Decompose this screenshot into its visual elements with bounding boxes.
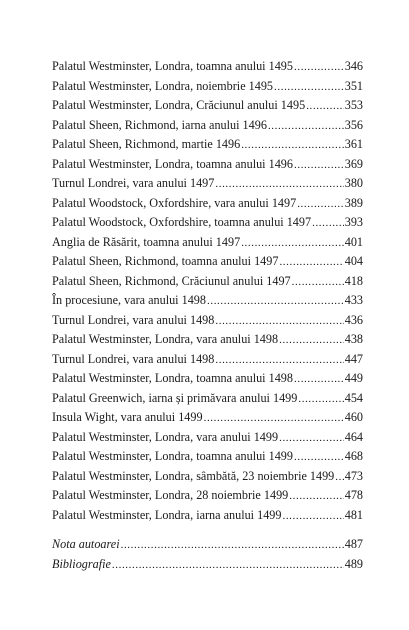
dot-leader — [292, 273, 344, 293]
toc-entry — [52, 57, 363, 77]
dot-leader — [279, 429, 344, 449]
toc-entry-page-number: 473 — [344, 468, 363, 483]
toc-entry-page-number: 361 — [344, 137, 363, 151]
toc-entry-page-number: 468 — [344, 449, 363, 463]
toc-entry — [52, 291, 363, 311]
toc-entry-page-number: 481 — [344, 507, 363, 522]
toc-entry-title: Turnul Londrei, vara anului 1498 — [52, 351, 215, 366]
toc-entry-title: Palatul Westminster, Londra, vara anului 1499 — [52, 429, 279, 444]
toc-entry — [52, 311, 363, 331]
toc-entry-title: Anglia de Răsărit, toamna anului 1497 — [52, 234, 241, 249]
dot-leader — [297, 195, 344, 215]
dot-leader — [241, 136, 344, 156]
toc-entry-title: Palatul Sheen, Richmond, toamna anului 1497 — [52, 254, 279, 268]
toc-entry — [52, 467, 363, 487]
toc-entry-title: Turnul Londrei, vara anului 1497 — [52, 176, 215, 190]
toc-entry-title: Palatul Westminster, Londra, toamna anului 1498 — [52, 371, 293, 385]
dot-leader — [268, 117, 344, 137]
toc-entry — [52, 535, 363, 555]
section-gap — [52, 525, 363, 535]
toc-entry-title: Palatul Sheen, Richmond, martie 1496 — [52, 137, 241, 151]
toc-entry — [52, 116, 363, 136]
dot-leader — [215, 175, 343, 195]
toc-entry-page-number: 487 — [344, 537, 363, 551]
toc-entry-page-number: 438 — [344, 332, 363, 346]
toc-entry — [52, 77, 363, 97]
table-of-contents-page — [52, 57, 363, 574]
dot-leader — [294, 370, 344, 390]
toc-entry-page-number: 489 — [344, 556, 363, 571]
toc-entry-page-number: 353 — [344, 98, 363, 112]
toc-entry-title: În procesiune, vara anului 1498 — [52, 293, 206, 307]
dot-leader — [306, 97, 344, 117]
toc-entry-page-number: 401 — [344, 234, 363, 249]
toc-entry-title: Palatul Westminster, Londra, sâmbătă, 23 noiembrie 1499 — [52, 468, 335, 483]
toc-entry-title: Palatul Westminster, Londra, toamna anului 1495 — [52, 59, 293, 73]
toc-entry-title: Palatul Woodstock, Oxfordshire, toamna anului 1497 — [52, 215, 312, 229]
dot-leader — [294, 58, 344, 78]
dot-leader — [312, 214, 344, 234]
dot-leader — [282, 507, 343, 527]
dot-leader — [215, 312, 343, 332]
toc-entry — [52, 447, 363, 467]
dot-leader — [294, 156, 344, 176]
toc-entry-page-number: 478 — [344, 488, 363, 502]
toc-entry — [52, 155, 363, 175]
chapter-list — [52, 57, 363, 525]
toc-entry-title: Insula Wight, vara anului 1499 — [52, 410, 203, 424]
toc-entry-title: Palatul Greenwich, iarna și primăvara anului 1499 — [52, 390, 298, 405]
toc-entry-title: Palatul Westminster, Londra, 28 noiembrie 1499 — [52, 488, 289, 502]
dot-leader — [121, 536, 344, 556]
dot-leader — [112, 556, 344, 576]
toc-entry-page-number: 454 — [344, 390, 363, 405]
toc-entry-title: Palatul Westminster, Londra, Crăciunul anului 1495 — [52, 98, 306, 112]
dot-leader — [204, 409, 344, 429]
toc-entry-title: Palatul Woodstock, Oxfordshire, vara anului 1497 — [52, 195, 297, 210]
toc-entry-title: Palatul Westminster, Londra, toamna anului 1499 — [52, 449, 293, 463]
toc-entry-title: Palatul Westminster, Londra, iarna anului 1499 — [52, 507, 282, 522]
toc-entry — [52, 213, 363, 233]
toc-entry-title: Bibliografie — [52, 556, 111, 571]
toc-entry — [52, 486, 363, 506]
dot-leader — [294, 448, 344, 468]
dot-leader — [241, 234, 344, 254]
dot-leader — [279, 253, 343, 273]
toc-entry — [52, 408, 363, 428]
toc-entry — [52, 506, 363, 526]
toc-entry — [52, 389, 363, 409]
toc-entry-page-number: 393 — [344, 215, 363, 229]
toc-entry-title: Turnul Londrei, vara anului 1498 — [52, 312, 215, 327]
toc-entry-page-number: 369 — [344, 156, 363, 171]
toc-entry-page-number: 346 — [344, 59, 363, 73]
toc-entry-page-number: 404 — [344, 254, 363, 268]
toc-entry-page-number: 351 — [344, 78, 363, 93]
toc-entry-title: Palatul Westminster, Londra, vara anului 1498 — [52, 332, 279, 346]
toc-entry — [52, 428, 363, 448]
toc-entry-page-number: 464 — [344, 429, 363, 444]
toc-entry-page-number: 436 — [344, 312, 363, 327]
dot-leader — [289, 487, 343, 507]
toc-entry — [52, 174, 363, 194]
dot-leader — [215, 351, 343, 371]
toc-entry — [52, 350, 363, 370]
toc-entry-page-number: 389 — [344, 195, 363, 210]
toc-entry — [52, 96, 363, 116]
toc-entry-title: Palatul Sheen, Richmond, iarna anului 1496 — [52, 117, 267, 132]
toc-entry — [52, 233, 363, 253]
back-matter-list — [52, 535, 363, 574]
toc-entry-page-number: 447 — [344, 351, 363, 366]
toc-entry-page-number: 356 — [344, 117, 363, 132]
toc-entry — [52, 555, 363, 575]
dot-leader — [298, 390, 343, 410]
toc-entry — [52, 272, 363, 292]
toc-entry-page-number: 380 — [344, 176, 363, 190]
dot-leader — [274, 78, 344, 98]
toc-entry — [52, 369, 363, 389]
dot-leader — [279, 331, 344, 351]
toc-entry-title: Palatul Westminster, Londra, noiembrie 1495 — [52, 78, 274, 93]
toc-entry-page-number: 460 — [344, 410, 363, 424]
toc-entry-page-number: 433 — [344, 293, 363, 307]
toc-entry-page-number: 418 — [344, 273, 363, 288]
toc-entry-title: Palatul Westminster, Londra, toamna anului 1496 — [52, 156, 293, 171]
toc-entry — [52, 194, 363, 214]
toc-entry — [52, 252, 363, 272]
dot-leader — [335, 468, 343, 488]
toc-entry-title: Nota autoarei — [52, 537, 120, 551]
toc-entry-title: Palatul Sheen, Richmond, Crăciunul anului 1497 — [52, 273, 291, 288]
toc-entry — [52, 330, 363, 350]
toc-entry-page-number: 449 — [344, 371, 363, 385]
toc-entry — [52, 135, 363, 155]
dot-leader — [207, 292, 344, 312]
